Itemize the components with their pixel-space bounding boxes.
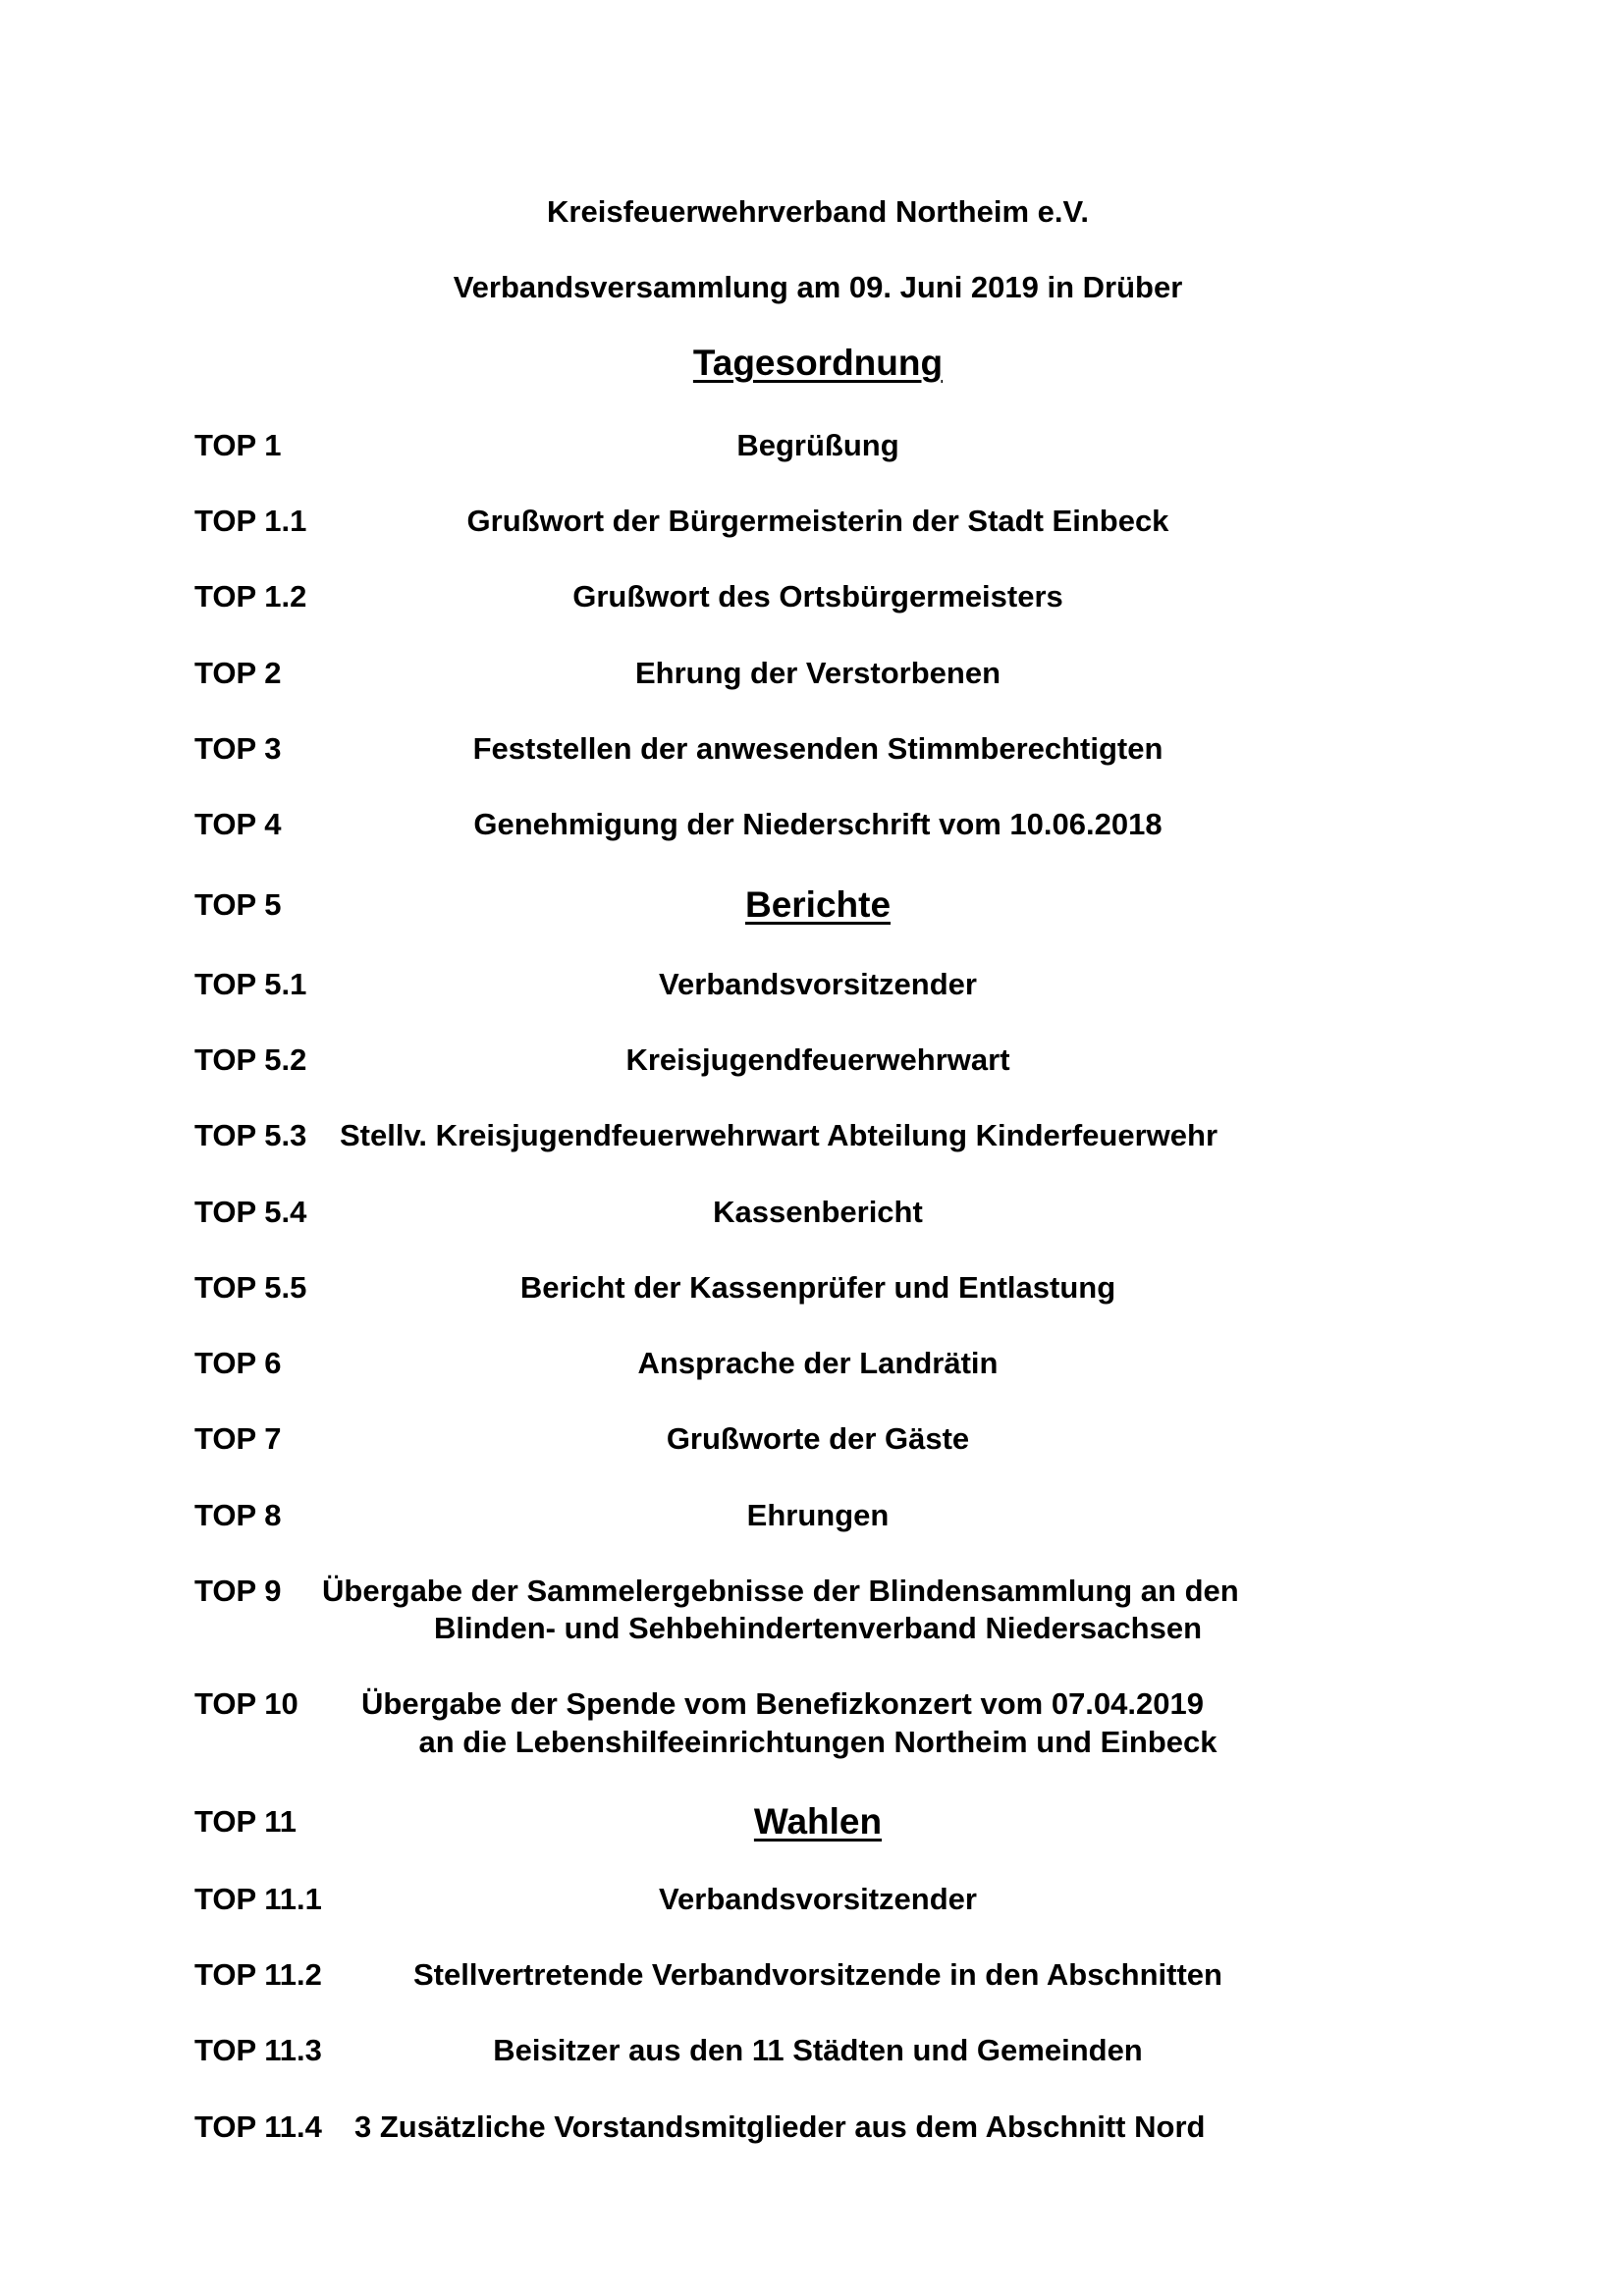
agenda-item-number: TOP 8 xyxy=(194,1498,282,1532)
agenda-item-number: TOP 5.5 xyxy=(194,1270,307,1305)
agenda-item-text: Ehrung der Verstorbenen xyxy=(634,656,1001,690)
agenda-item-text-line2: Blinden- und Sehbehindertenverband Niedersachsen xyxy=(433,1611,1203,1645)
agenda-item-number: TOP 2 xyxy=(194,656,282,690)
agenda-item-number: TOP 5 xyxy=(194,887,282,922)
agenda-item-number: TOP 1.2 xyxy=(194,579,307,614)
agenda-item-number: TOP 5.1 xyxy=(194,967,307,1001)
organization-name: Kreisfeuerwehrverband Northeim e.V. xyxy=(547,194,1089,229)
agenda-item-text: Grußwort des Ortsbürgermeisters xyxy=(572,579,1063,614)
agenda-item-text: Stellv. Kreisjugendfeuerwehrwart Abteilung Kinderfeuerwehr xyxy=(340,1118,1218,1152)
agenda-item-number: TOP 11.2 xyxy=(194,1957,322,1992)
agenda-item-number: TOP 11 xyxy=(194,1804,297,1839)
agenda-item-number: TOP 1 xyxy=(194,428,282,462)
agenda-item-number: TOP 4 xyxy=(194,807,282,841)
agenda-item-text: Begrüßung xyxy=(736,428,899,462)
agenda-item-text: Bericht der Kassenprüfer und Entlastung xyxy=(519,1270,1116,1305)
agenda-item-text: Übergabe der Spende vom Benefizkonzert vom 07.04.2019 xyxy=(361,1686,1204,1721)
agenda-item-text: Kreisjugendfeuerwehrwart xyxy=(625,1042,1010,1077)
agenda-item-number: TOP 11.1 xyxy=(194,1882,322,1916)
agenda-item-text: Ansprache der Landrätin xyxy=(637,1346,999,1380)
agenda-item-text: Verbandsvorsitzender xyxy=(659,1882,977,1916)
agenda-item-text: Verbandsvorsitzender xyxy=(659,967,977,1001)
agenda-item-text: Ehrungen xyxy=(746,1498,890,1532)
agenda-heading: Tagesordnung xyxy=(692,343,944,383)
agenda-item-number: TOP 11.4 xyxy=(194,2109,322,2144)
agenda-item-text-line2: an die Lebenshilfeeinrichtungen Northeim und Einbeck xyxy=(418,1725,1217,1759)
agenda-item-number: TOP 6 xyxy=(194,1346,282,1380)
agenda-item-number: TOP 11.3 xyxy=(194,2033,322,2067)
agenda-item-text: Grußworte der Gäste xyxy=(666,1421,970,1456)
agenda-item-number: TOP 5.2 xyxy=(194,1042,307,1077)
meeting-title: Verbandsversammlung am 09. Juni 2019 in Drüber xyxy=(453,270,1183,304)
agenda-item-number: TOP 5.3 xyxy=(194,1118,307,1152)
agenda-item-number: TOP 1.1 xyxy=(194,504,307,538)
agenda-item-text: Grußwort der Bürgermeisterin der Stadt Einbeck xyxy=(466,504,1169,538)
agenda-item-number: TOP 3 xyxy=(194,731,282,766)
agenda-item-number: TOP 9 xyxy=(194,1574,282,1608)
agenda-item-number: TOP 7 xyxy=(194,1421,282,1456)
agenda-item-number: TOP 5.4 xyxy=(194,1195,307,1229)
agenda-item-number: TOP 10 xyxy=(194,1686,298,1721)
agenda-item-text: Feststellen der anwesenden Stimmberechtigten xyxy=(472,731,1163,766)
agenda-item-text: Kassenbericht xyxy=(713,1195,923,1229)
agenda-item-text: Genehmigung der Niederschrift vom 10.06.2018 xyxy=(473,807,1163,841)
agenda-item-text: Übergabe der Sammelergebnisse der Blindensammlung an den xyxy=(322,1574,1239,1608)
agenda-item-text: Stellvertretende Verbandvorsitzende in den Abschnitten xyxy=(413,1957,1222,1992)
section-heading-reports: Berichte xyxy=(744,884,892,925)
agenda-item-text: 3 Zusätzliche Vorstandsmitglieder aus dem Abschnitt Nord xyxy=(354,2109,1206,2144)
section-heading-elections: Wahlen xyxy=(753,1801,883,1842)
agenda-item-text: Beisitzer aus den 11 Städten und Gemeinden xyxy=(493,2033,1143,2067)
